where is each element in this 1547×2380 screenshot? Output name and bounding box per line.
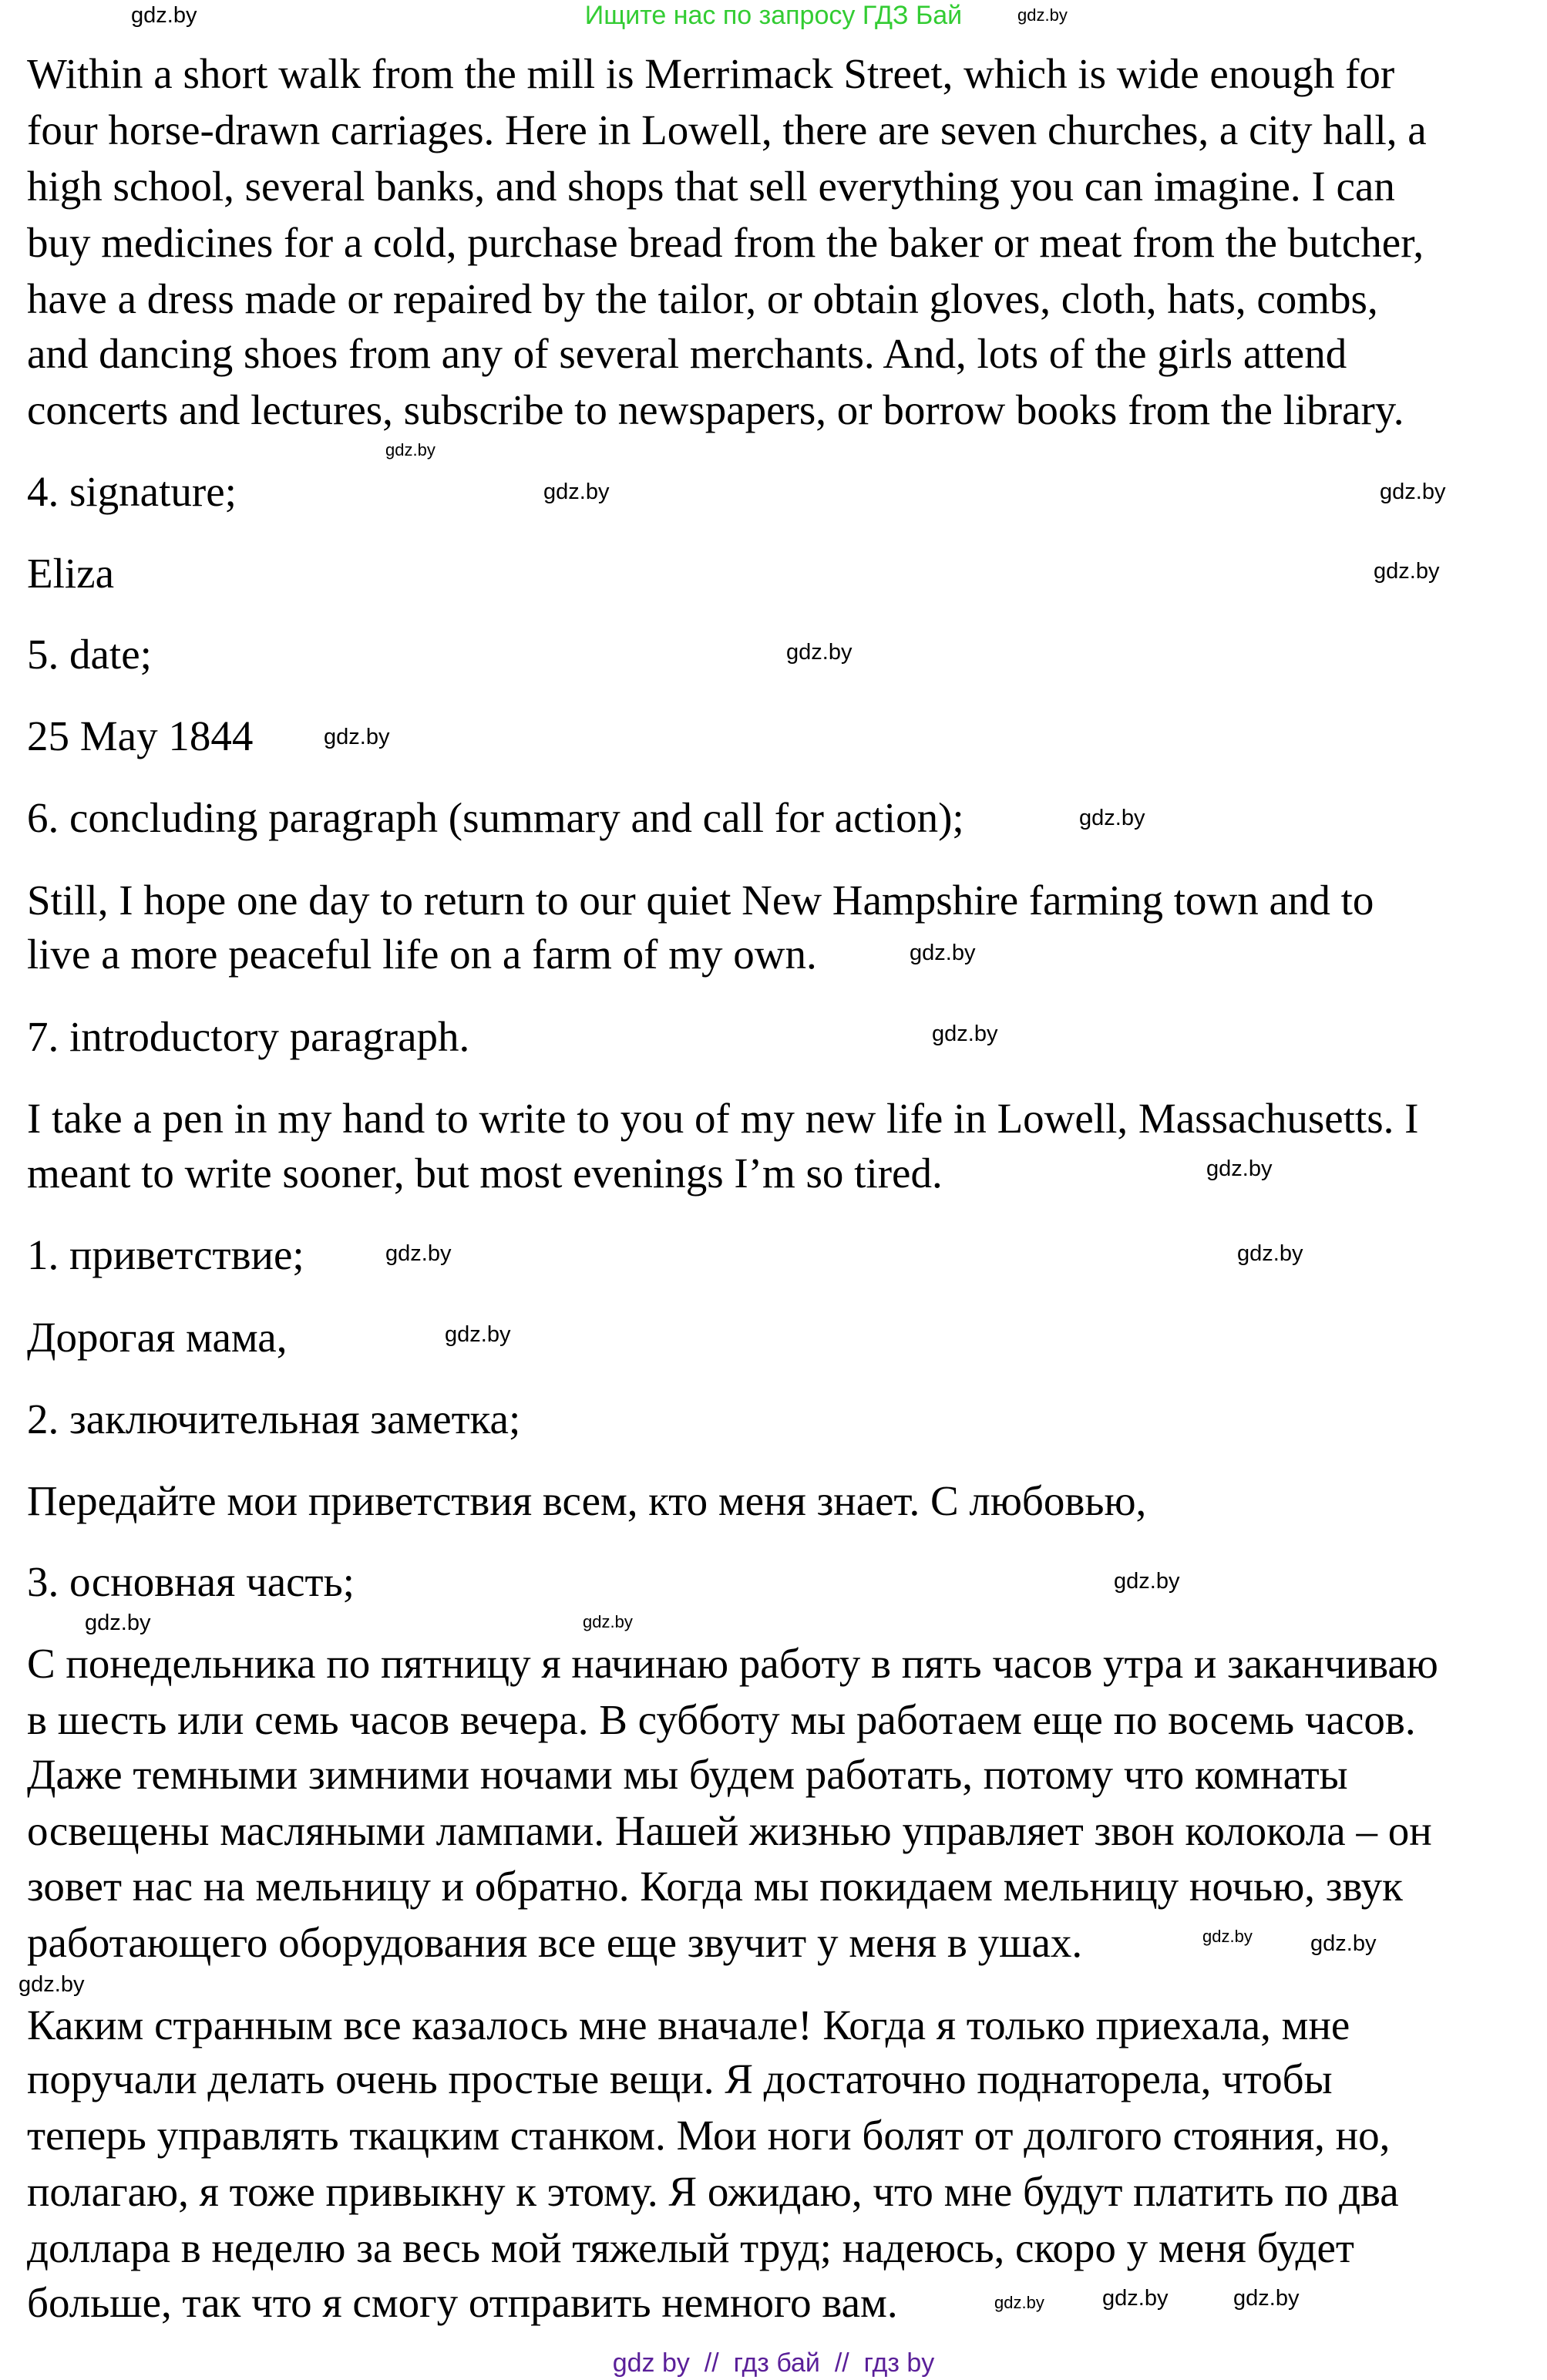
text-line: and dancing shoes from any of several merchants. And, lots of the girls attend [27, 330, 1347, 377]
watermark-label: gdz.by [1114, 1569, 1180, 1594]
text-line: 1. приветствие; [27, 1231, 304, 1278]
text-line: в шесть или семь часов вечера. В субботу мы работаем еще по восемь часов. [27, 1696, 1416, 1743]
text-line: 3. основная часть; [27, 1558, 355, 1605]
text-line: Eliza [27, 550, 114, 597]
text-line: 25 May 1844 [27, 712, 254, 759]
text-line: four horse-drawn carriages. Here in Lowell, there are seven churches, a city hall, a [27, 106, 1427, 153]
watermark-label: gdz.by [18, 1972, 85, 1997]
watermark-label: gdz.by [910, 941, 976, 965]
watermark-label: gdz.by [1079, 806, 1145, 830]
text-line: Still, I hope one day to return to our quiet New Hampshire farming town and to [27, 877, 1374, 924]
watermark-label: gdz.by [583, 1612, 633, 1631]
text-line: Даже темными зимними ночами мы будем работать, потому что комнаты [27, 1751, 1348, 1798]
text-line: Передайте мои приветствия всем, кто меня знает. С любовью, [27, 1477, 1147, 1524]
text-line: С понедельника по пятницу я начинаю работу в пять часов утра и заканчиваю [27, 1640, 1438, 1687]
watermark-label: gdz.by [1237, 1241, 1303, 1266]
text-line: 7. introductory paragraph. [27, 1013, 470, 1060]
text-line: освещены масляными лампами. Нашей жизнью управляет звон колокола – он [27, 1807, 1432, 1854]
text-line: полагаю, я тоже привыкну к этому. Я ожидаю, что мне будут платить по два [27, 2168, 1399, 2215]
text-line: зовет нас на мельницу и обратно. Когда мы покидаем мельницу ночью, звук [27, 1863, 1403, 1910]
search-hint-banner: Ищите нас по запросу ГДЗ Бай [584, 1, 963, 30]
text-line: 2. заключительная заметка; [27, 1395, 521, 1442]
watermark-label: gdz.by [1380, 480, 1446, 504]
text-line: meant to write sooner, but most evenings I’m so tired. [27, 1150, 943, 1197]
footer-watermark: gdz by // гдз бай // гдз by [612, 2348, 935, 2378]
text-line: 4. signature; [27, 468, 237, 515]
watermark-label: gdz.by [1310, 1931, 1377, 1956]
text-line: high school, several banks, and shops that sell everything you can imagine. I can [27, 163, 1395, 210]
text-line: теперь управлять ткацким станком. Мои ноги болят от долгого стояния, но, [27, 2112, 1391, 2159]
watermark-label: gdz.by [1233, 2286, 1300, 2311]
text-line: поручали делать очень простые вещи. Я достаточно поднаторела, чтобы [27, 2055, 1333, 2102]
watermark-label: gdz.by [1017, 5, 1068, 25]
text-line: Дорогая мама, [27, 1314, 288, 1361]
text-line: Каким странным все казалось мне вначале! Когда я только приехала, мне [27, 2001, 1350, 2048]
watermark-label: gdz.by [543, 480, 610, 504]
text-line: I take a pen in my hand to write to you of my new life in Lowell, Massachusetts. I [27, 1095, 1419, 1142]
text-line: buy medicines for a cold, purchase bread from the baker or meat from the butcher, [27, 219, 1424, 266]
watermark-label: gdz.by [786, 640, 853, 665]
watermark-label: gdz.by [994, 2293, 1044, 2312]
watermark-label: gdz.by [1374, 559, 1440, 584]
watermark-label: gdz.by [324, 725, 390, 749]
text-line: работающего оборудования все еще звучит у меня в ушах. [27, 1919, 1083, 1966]
text-line: Within a short walk from the mill is Merrimack Street, which is wide enough for [27, 50, 1395, 97]
watermark-label: gdz.by [85, 1611, 151, 1635]
watermark-label: gdz.by [445, 1322, 511, 1347]
watermark-label: gdz.by [1102, 2286, 1169, 2311]
watermark-label: gdz.by [385, 440, 436, 460]
watermark-label: gdz.by [1206, 1156, 1273, 1181]
text-line: 6. concluding paragraph (summary and call for action); [27, 794, 964, 841]
text-line: 5. date; [27, 631, 152, 678]
watermark-label: gdz.by [932, 1022, 998, 1046]
watermark-label: gdz.by [131, 3, 197, 28]
watermark-label: gdz.by [1202, 1927, 1253, 1946]
text-line: live a more peaceful life on a farm of my own. [27, 931, 817, 978]
watermark-label: gdz.by [385, 1241, 452, 1266]
text-line: have a dress made or repaired by the tailor, or obtain gloves, cloth, hats, combs, [27, 275, 1378, 322]
text-line: больше, так что я смогу отправить немного вам. [27, 2279, 898, 2326]
text-line: concerts and lectures, subscribe to newspapers, or borrow books from the library. [27, 386, 1404, 433]
text-line: доллара в неделю за весь мой тяжелый труд; надеюсь, скоро у меня будет [27, 2224, 1354, 2271]
